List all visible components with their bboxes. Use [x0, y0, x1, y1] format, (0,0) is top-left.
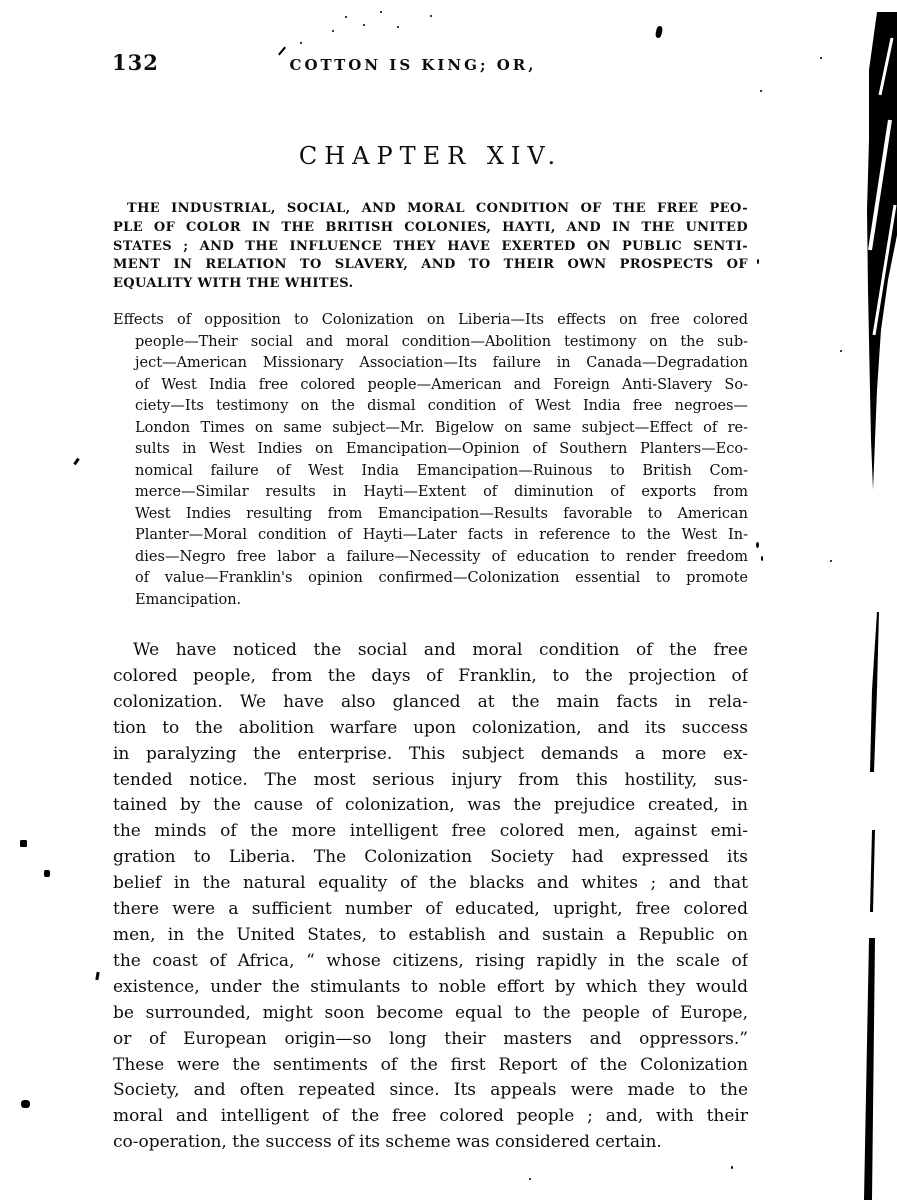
text-line: THE INDUSTRIAL, SOCIAL, AND MORAL CONDITION OF THE FREE PEO-	[127, 201, 748, 216]
text-line: EQUALITY WITH THE WHITES.	[113, 276, 354, 292]
chapter-heading: CHAPTER XIV.	[298, 142, 563, 170]
text-line: existence, under the stimulants to noble effort by which they would	[113, 976, 748, 997]
ink-speck	[44, 870, 50, 877]
ink-speck	[757, 259, 759, 264]
running-header: COTTON IS KING; OR,	[289, 56, 537, 74]
body-text	[113, 638, 748, 1156]
text-line: PLE OF COLOR IN THE BRITISH COLONIES, HAYTI, AND IN THE UNITED	[113, 219, 748, 235]
ink-speck	[756, 542, 759, 548]
page-number: 132	[112, 50, 159, 75]
text-line: gration to Liberia. The Colonization Society had expressed its	[113, 847, 748, 868]
ink-speck	[840, 350, 842, 352]
ink-speck	[363, 24, 365, 26]
ink-speck	[21, 1100, 30, 1108]
ink-speck	[655, 26, 663, 39]
ink-speck	[529, 1178, 531, 1180]
ink-speck	[820, 57, 822, 59]
ink-speck	[397, 26, 399, 28]
text-line: tended notice. The most serious injury from this hostility, sus-	[113, 769, 748, 790]
text-line: ciety—Its testimony on the dismal condition of West India free negroes—	[135, 398, 748, 414]
text-line: STATES ; AND THE INFLUENCE THEY HAVE EXERTED ON PUBLIC SENTI-	[113, 238, 748, 254]
ink-speck	[300, 42, 302, 44]
ink-speck	[830, 560, 832, 562]
text-line: co-operation, the success of its scheme was considered certain.	[113, 1132, 662, 1153]
text-line: colonization. We have also glanced at the main facts in rela-	[113, 691, 748, 712]
text-line: ject—American Missionary Association—Its failure in Canada—Degradation	[135, 355, 748, 371]
text-line: dies—Negro free labor a failure—Necessity of education to render freedom	[135, 548, 748, 565]
text-line: Emancipation.	[135, 591, 242, 608]
chapter-synopsis	[113, 310, 748, 611]
text-line: West Indies resulting from Emancipation—Results favorable to American	[135, 505, 748, 522]
text-line: the coast of Africa, “ whose citizens, rising rapidly in the scale of	[113, 950, 748, 971]
text-line: tion to the abolition warfare upon colonization, and its success	[113, 717, 748, 738]
ink-speck	[278, 47, 286, 56]
text-line: or of European origin—so long their masters and oppressors.”	[113, 1028, 748, 1049]
ink-speck	[345, 16, 347, 18]
text-line: in paralyzing the enterprise. This subject demands a more ex-	[113, 743, 748, 764]
text-line: colored people, from the days of Franklin, to the projection of	[113, 665, 748, 686]
text-line: nomical failure of West India Emancipation—Ruinous to British Com-	[135, 462, 748, 479]
text-line: there were a sufficient number of educated, upright, free colored	[113, 899, 748, 920]
chapter-note	[113, 200, 748, 294]
text-line: of value—Franklin's opinion confirmed—Colonization essential to promote	[135, 570, 748, 586]
ink-speck	[760, 90, 762, 92]
text-line: MENT IN RELATION TO SLAVERY, AND TO THEIR OWN PROSPECTS OF	[113, 257, 748, 273]
text-line: be surrounded, might soon become equal to the people of Europe,	[113, 1002, 748, 1023]
text-line: Planter—Moral condition of Hayti—Later facts in reference to the West In-	[135, 527, 748, 543]
text-line: tained by the cause of colonization, was the prejudice created, in	[113, 795, 748, 816]
text-line: Society, and often repeated since. Its appeals were made to the	[113, 1080, 748, 1101]
ink-speck	[332, 30, 334, 32]
text-line: moral and intelligent of the free colored people ; and, with their	[113, 1106, 748, 1127]
ink-speck	[73, 458, 79, 465]
ink-speck	[380, 11, 382, 13]
text-line: sults in West Indies on Emancipation—Opinion of Southern Planters—Eco-	[135, 441, 748, 457]
text-line: men, in the United States, to establish and sustain a Republic on	[113, 924, 748, 945]
text-line: These were the sentiments of the first Report of the Colonization	[113, 1054, 748, 1075]
ink-speck	[731, 1166, 733, 1169]
ink-speck	[430, 15, 432, 17]
text-line: of West India free colored people—American and Foreign Anti-Slavery So-	[135, 376, 748, 393]
scan-binding-edge-artifact	[850, 0, 897, 1200]
text-line: the minds of the more intelligent free colored men, against emi-	[113, 821, 748, 842]
text-line: merce—Similar results in Hayti—Extent of diminution of exports from	[135, 484, 748, 500]
text-line: London Times on same subject—Mr. Bigelow on same subject—Effect of re-	[135, 419, 748, 436]
text-line: belief in the natural equality of the blacks and whites ; and that	[113, 873, 748, 894]
ink-speck	[20, 840, 27, 847]
ink-speck	[95, 972, 99, 980]
text-line: Effects of opposition to Colonization on Liberia—Its effects on free colored	[113, 312, 748, 328]
text-line: We have noticed the social and moral condition of the free	[133, 640, 748, 660]
text-line: people—Their social and moral condition—Abolition testimony on the sub-	[135, 333, 748, 350]
ink-speck	[761, 556, 763, 561]
